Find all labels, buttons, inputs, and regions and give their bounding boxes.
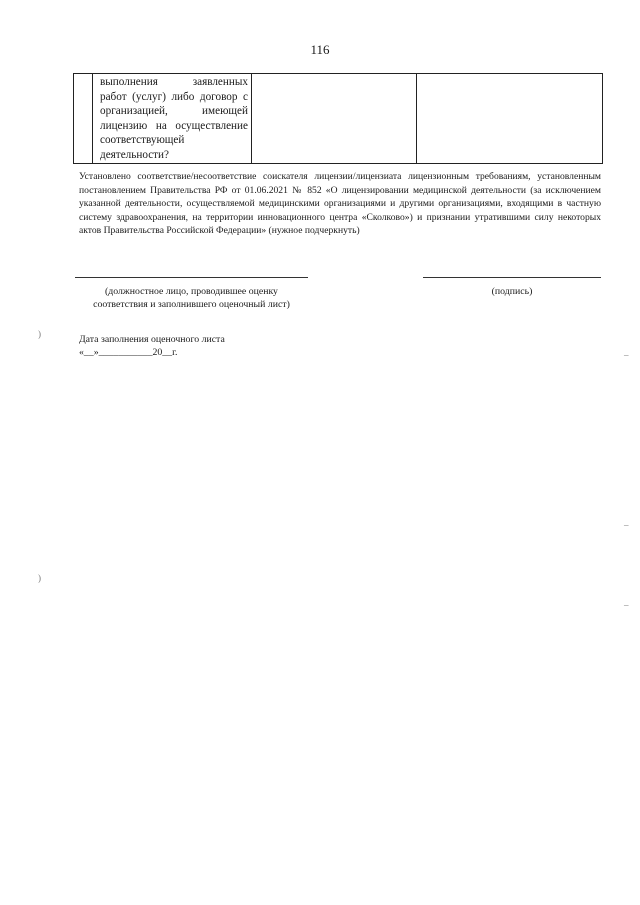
table-row bbox=[74, 74, 603, 164]
question-line-1-word-2: заявленных bbox=[192, 76, 248, 88]
signature-caption: (подпись) bbox=[491, 286, 533, 297]
question-line-1-word-1: выполнения bbox=[100, 76, 158, 88]
scan-bracket-mark-1: ) bbox=[38, 329, 41, 339]
official-signature-line bbox=[75, 277, 308, 278]
evaluation-table bbox=[73, 73, 603, 164]
official-caption-line-2: соответствия и заполнившего оценочный лист) bbox=[93, 299, 290, 311]
question-line-3-word-2: имеющей bbox=[202, 105, 248, 118]
page-number: 116 bbox=[310, 42, 330, 57]
scan-dash-mark-2: – bbox=[624, 520, 629, 530]
question-line-3 bbox=[100, 104, 248, 119]
row-number-cell bbox=[74, 74, 93, 164]
question-line-4: лицензию на осуществление bbox=[100, 119, 248, 132]
question-cell bbox=[93, 74, 252, 164]
date-block bbox=[79, 333, 225, 359]
scan-dash-mark-1: – bbox=[624, 350, 629, 360]
question-line-6: деятельности? bbox=[100, 148, 170, 161]
date-field: «__»___________20__г. bbox=[79, 347, 178, 358]
official-caption bbox=[75, 285, 308, 312]
note-cell bbox=[417, 74, 603, 164]
conclusion-paragraph: Установлено соответствие/несоответствие соискателя лицензии/лицензиата лицензионным требованиям, установленным постановлением Правительства РФ от 01.06.2021 № 852 «О лицензировании медицинской деятельности (за исключением указанной деятельности, осуществляемой медицинскими организациями и другими организациями, входящими в частную систему здравоохранения, на территории инновационного центра «Сколково») и признании утратившими силу некоторых актов Правительства Российской Федерации» (нужное подчеркнуть) bbox=[79, 171, 601, 237]
date-label: Дата заполнения оценочного листа bbox=[79, 334, 225, 345]
question-text bbox=[93, 74, 251, 163]
question-line-1 bbox=[100, 75, 248, 90]
signature-line bbox=[423, 277, 601, 278]
scan-bracket-mark-2: ) bbox=[38, 573, 41, 583]
question-line-3-word-1: организацией, bbox=[100, 105, 168, 118]
answer-cell bbox=[252, 74, 417, 164]
official-caption-line-1: (должностное лицо, проводившее оценку bbox=[105, 286, 278, 297]
question-line-2: работ (услуг) либо договор с bbox=[100, 90, 248, 103]
scan-dash-mark-3: – bbox=[624, 600, 629, 610]
question-line-5: соответствующей bbox=[100, 134, 185, 147]
